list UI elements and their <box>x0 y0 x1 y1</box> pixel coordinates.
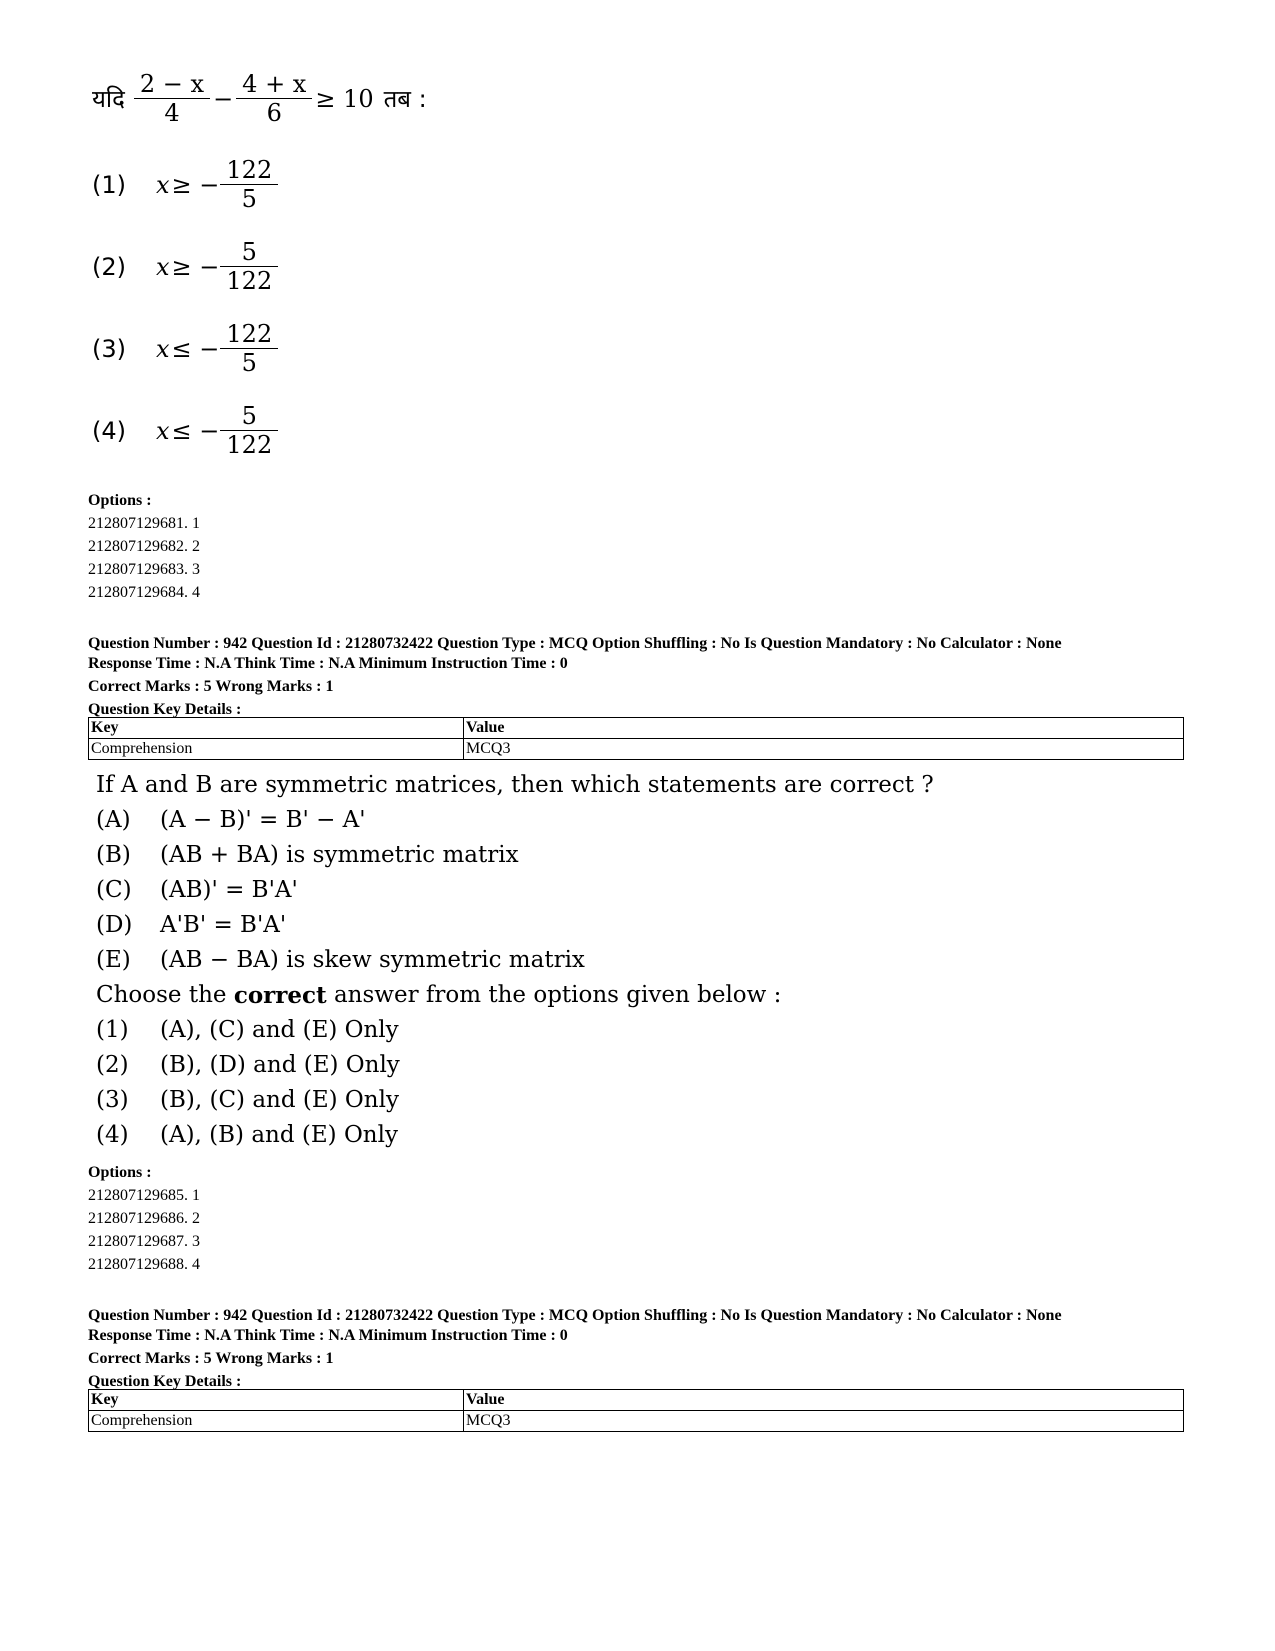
timing-info-line: Response Time : N.A Think Time : N.A Minimum Instruction Time : 0 <box>88 1327 568 1344</box>
statement-text: (AB + BA) is symmetric matrix <box>160 842 519 868</box>
answer-label: (3) <box>96 1087 129 1113</box>
value-cell: MCQ3 <box>464 1411 1184 1432</box>
answer-option-1 <box>96 1017 399 1043</box>
fraction-numerator: 5 <box>241 402 257 430</box>
option-variable: x <box>156 334 170 363</box>
option-id-item: 212807129688. 4 <box>88 1256 200 1273</box>
options-header: Options : <box>88 1164 152 1181</box>
option-id-item: 212807129684. 4 <box>88 584 200 601</box>
fraction-numerator: 4 + x <box>242 70 307 98</box>
value-cell: MCQ3 <box>464 739 1184 760</box>
value-header-cell: Value <box>464 1390 1184 1411</box>
statement-text: A'B' = B'A' <box>160 912 287 938</box>
key-cell: Comprehension <box>89 1411 464 1432</box>
statement-text: (AB − BA) is skew symmetric matrix <box>160 947 585 973</box>
key-details-label: Question Key Details : <box>88 1373 242 1390</box>
instruction-text: Choose the <box>96 982 234 1008</box>
fraction-denominator: 122 <box>220 266 278 295</box>
statement-label: (A) <box>96 807 131 833</box>
instruction-text: answer from the options given below : <box>326 982 782 1008</box>
option-label: (3) <box>92 334 126 363</box>
option-id-item: 212807129683. 3 <box>88 561 200 578</box>
option-relation: ≤ − <box>171 334 220 363</box>
answer-option-4 <box>96 1122 398 1148</box>
stem-relation: ≥ 10 <box>315 84 374 113</box>
choose-instruction <box>96 982 781 1009</box>
option-fraction <box>223 238 275 295</box>
option-id-item: 212807129685. 1 <box>88 1187 200 1204</box>
stem-fraction-2 <box>239 70 309 127</box>
option-relation: ≥ − <box>171 252 220 281</box>
option-label: (1) <box>92 170 126 199</box>
option-fraction <box>223 156 275 213</box>
question-1-option-4 <box>92 402 277 459</box>
fraction-denominator: 122 <box>220 430 278 459</box>
option-id-item: 212807129681. 1 <box>88 515 200 532</box>
answer-label: (1) <box>96 1017 129 1043</box>
statement-label: (D) <box>96 912 133 938</box>
statement-e <box>96 947 585 973</box>
marks-info-line: Correct Marks : 5 Wrong Marks : 1 <box>88 1350 334 1367</box>
key-details-table-2 <box>88 1389 1184 1432</box>
table-row <box>89 1411 1184 1432</box>
option-label: (4) <box>92 416 126 445</box>
options-list-1 <box>88 489 200 604</box>
fraction-denominator: 5 <box>220 184 278 213</box>
statement-text: (A − B)' = B' − A' <box>160 807 366 833</box>
question-1-option-2 <box>92 238 277 295</box>
question-metadata-1 <box>88 634 1188 720</box>
table-header-row <box>89 1390 1184 1411</box>
table-header-row <box>89 718 1184 739</box>
timing-info-line: Response Time : N.A Think Time : N.A Minimum Instruction Time : 0 <box>88 655 568 672</box>
key-header-cell: Key <box>89 718 464 739</box>
option-relation: ≤ − <box>171 416 220 445</box>
fraction-denominator: 5 <box>220 348 278 377</box>
option-variable: x <box>156 416 170 445</box>
question-info-line: Question Number : 942 Question Id : 21280732422 Question Type : MCQ Option Shuffling : No Is Question Mandatory : No Calculator : None <box>88 635 1062 652</box>
answer-label: (4) <box>96 1122 129 1148</box>
statement-b <box>96 842 519 868</box>
statement-label: (C) <box>96 877 132 903</box>
stem-suffix: तब : <box>383 85 427 113</box>
key-details-label: Question Key Details : <box>88 701 242 718</box>
question-2-stem: If A and B are symmetric matrices, then which statements are correct ? <box>96 772 934 798</box>
option-label: (2) <box>92 252 126 281</box>
stem-minus: − <box>213 84 234 113</box>
marks-info-line: Correct Marks : 5 Wrong Marks : 1 <box>88 678 334 695</box>
option-variable: x <box>156 170 170 199</box>
fraction-denominator: 6 <box>236 98 312 127</box>
key-header-cell: Key <box>89 1390 464 1411</box>
key-cell: Comprehension <box>89 739 464 760</box>
option-id-item: 212807129687. 3 <box>88 1233 200 1250</box>
question-1-option-1 <box>92 156 277 213</box>
statement-a <box>96 807 366 833</box>
option-relation: ≥ − <box>171 170 220 199</box>
answer-option-2 <box>96 1052 400 1078</box>
fraction-numerator: 122 <box>226 156 273 184</box>
option-id-item: 212807129682. 2 <box>88 538 200 555</box>
answer-text: (A), (B) and (E) Only <box>160 1122 398 1148</box>
statement-label: (E) <box>96 947 131 973</box>
question-1-stem <box>92 70 427 127</box>
stem-prefix: यदि <box>92 85 125 113</box>
question-metadata-2 <box>88 1306 1188 1392</box>
question-1-option-3 <box>92 320 277 377</box>
statement-d <box>96 912 286 938</box>
statement-c <box>96 877 298 903</box>
option-variable: x <box>156 252 170 281</box>
statement-text: (AB)' = B'A' <box>160 877 298 903</box>
question-info-line: Question Number : 942 Question Id : 21280732422 Question Type : MCQ Option Shuffling : No Is Question Mandatory : No Calculator : None <box>88 1307 1062 1324</box>
answer-option-3 <box>96 1087 399 1113</box>
option-fraction <box>223 320 275 377</box>
value-header-cell: Value <box>464 718 1184 739</box>
instruction-emphasis: correct <box>233 982 327 1009</box>
key-details-table-1 <box>88 717 1184 760</box>
answer-label: (2) <box>96 1052 129 1078</box>
table-row <box>89 739 1184 760</box>
fraction-numerator: 5 <box>241 238 257 266</box>
fraction-numerator: 2 − x <box>139 70 205 98</box>
option-fraction <box>223 402 275 459</box>
fraction-numerator: 122 <box>226 320 273 348</box>
fraction-denominator: 4 <box>134 98 210 127</box>
option-id-item: 212807129686. 2 <box>88 1210 200 1227</box>
answer-text: (B), (D) and (E) Only <box>160 1052 400 1078</box>
options-header: Options : <box>88 492 152 509</box>
stem-fraction-1 <box>137 70 207 127</box>
statement-label: (B) <box>96 842 131 868</box>
options-list-2 <box>88 1161 200 1276</box>
answer-text: (A), (C) and (E) Only <box>160 1017 399 1043</box>
answer-text: (B), (C) and (E) Only <box>160 1087 399 1113</box>
